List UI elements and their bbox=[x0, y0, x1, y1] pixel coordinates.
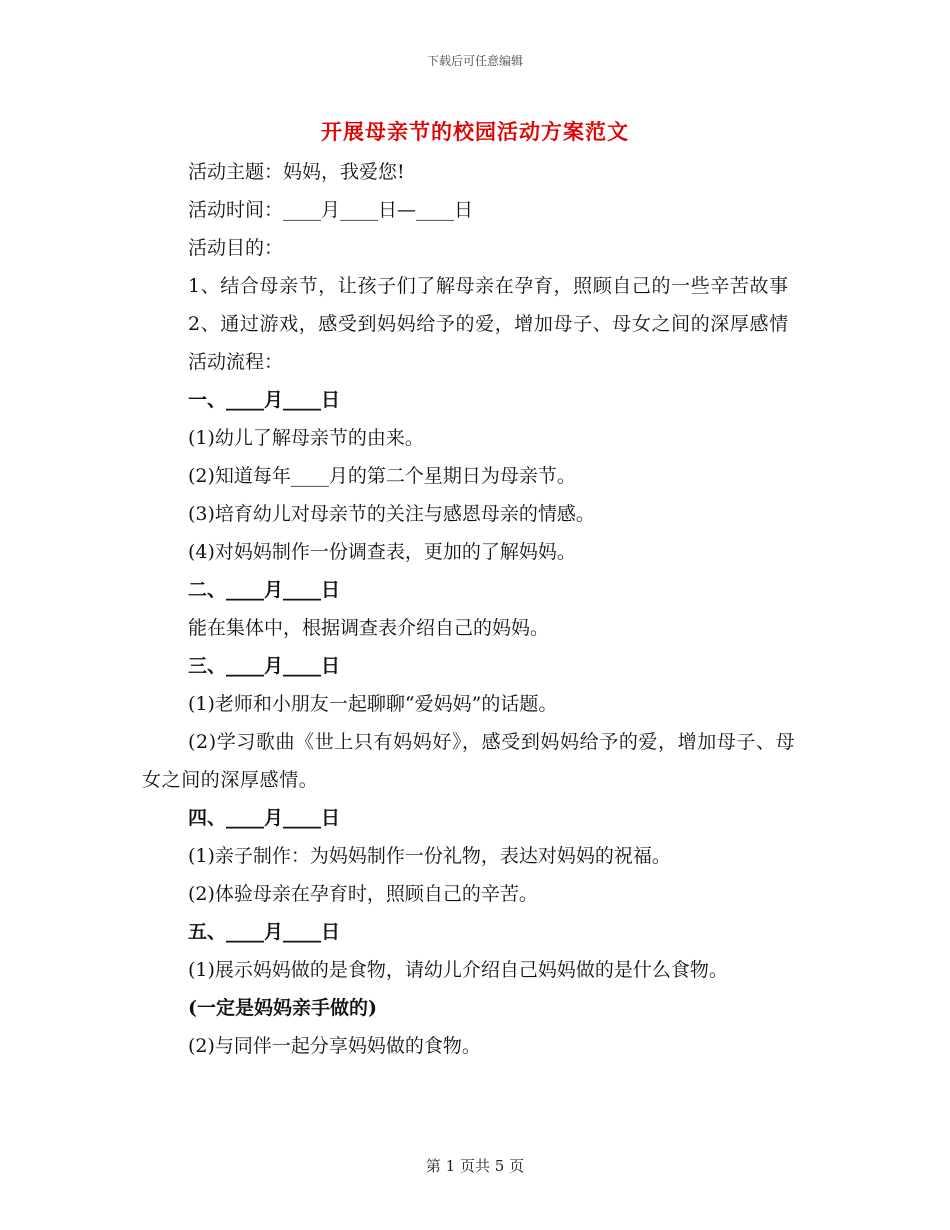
page-header: 下载后可任意编辑 bbox=[426, 54, 523, 68]
paragraph-7: (1)幼儿了解母亲节的由来。 bbox=[188, 427, 424, 449]
section-heading-3: 三、____月____日 bbox=[188, 655, 341, 677]
section-heading-5: 五、____月____日 bbox=[188, 921, 341, 943]
paragraph-21: (一定是妈妈亲手做的) bbox=[188, 997, 377, 1019]
paragraph-22: (2)与同伴一起分享妈妈做的食物。 bbox=[188, 1035, 481, 1057]
paragraph-20: (1)展示妈妈做的是食物，请幼儿介绍自己妈妈做的是什么食物。 bbox=[188, 959, 728, 981]
paragraph-5: 活动流程： bbox=[188, 351, 284, 373]
paragraph-17: (1)亲子制作：为妈妈制作一份礼物，表达对妈妈的祝福。 bbox=[188, 845, 671, 867]
section-heading-1: 一、____月____日 bbox=[188, 389, 341, 411]
paragraph-1: 活动时间：____月____日—____日 bbox=[188, 199, 474, 221]
paragraph-2: 活动目的： bbox=[188, 237, 284, 259]
paragraph-3: 1、结合母亲节，让孩子们了解母亲在孕育，照顾自己的一些辛苦故事 bbox=[188, 275, 789, 297]
paragraph-0: 活动主题：妈妈，我爱您! bbox=[188, 161, 405, 183]
paragraph-18: (2)体验母亲在孕育时，照顾自己的辛苦。 bbox=[188, 883, 538, 905]
section-heading-2: 二、____月____日 bbox=[188, 579, 341, 601]
paragraph-10: (4)对妈妈制作一份调查表，更加的了解妈妈。 bbox=[188, 541, 576, 563]
document-body bbox=[142, 153, 812, 1065]
paragraph-12: 能在集体中，根据调查表介绍自己的妈妈。 bbox=[188, 617, 550, 639]
paragraph-4: 2、通过游戏，感受到妈妈给予的爱，增加母子、母女之间的深厚感情 bbox=[188, 313, 789, 335]
paragraph-15: (2)学习歌曲《世上只有妈妈好》，感受到妈妈给予的爱，增加母子、母女之间的深厚感情。 bbox=[142, 731, 796, 791]
section-heading-4: 四、____月____日 bbox=[188, 807, 341, 829]
paragraph-8: (2)知道每年____月的第二个星期日为母亲节。 bbox=[188, 465, 576, 487]
paragraph-14: (1)老师和小朋友一起聊聊“爱妈妈”的话题。 bbox=[188, 693, 558, 715]
document-title: 开展母亲节的校园活动方案范文 bbox=[321, 119, 629, 144]
paragraph-9: (3)培育幼儿对母亲节的关注与感恩母亲的情感。 bbox=[188, 503, 595, 525]
page-footer: 第 1 页共 5 页 bbox=[425, 1157, 525, 1175]
